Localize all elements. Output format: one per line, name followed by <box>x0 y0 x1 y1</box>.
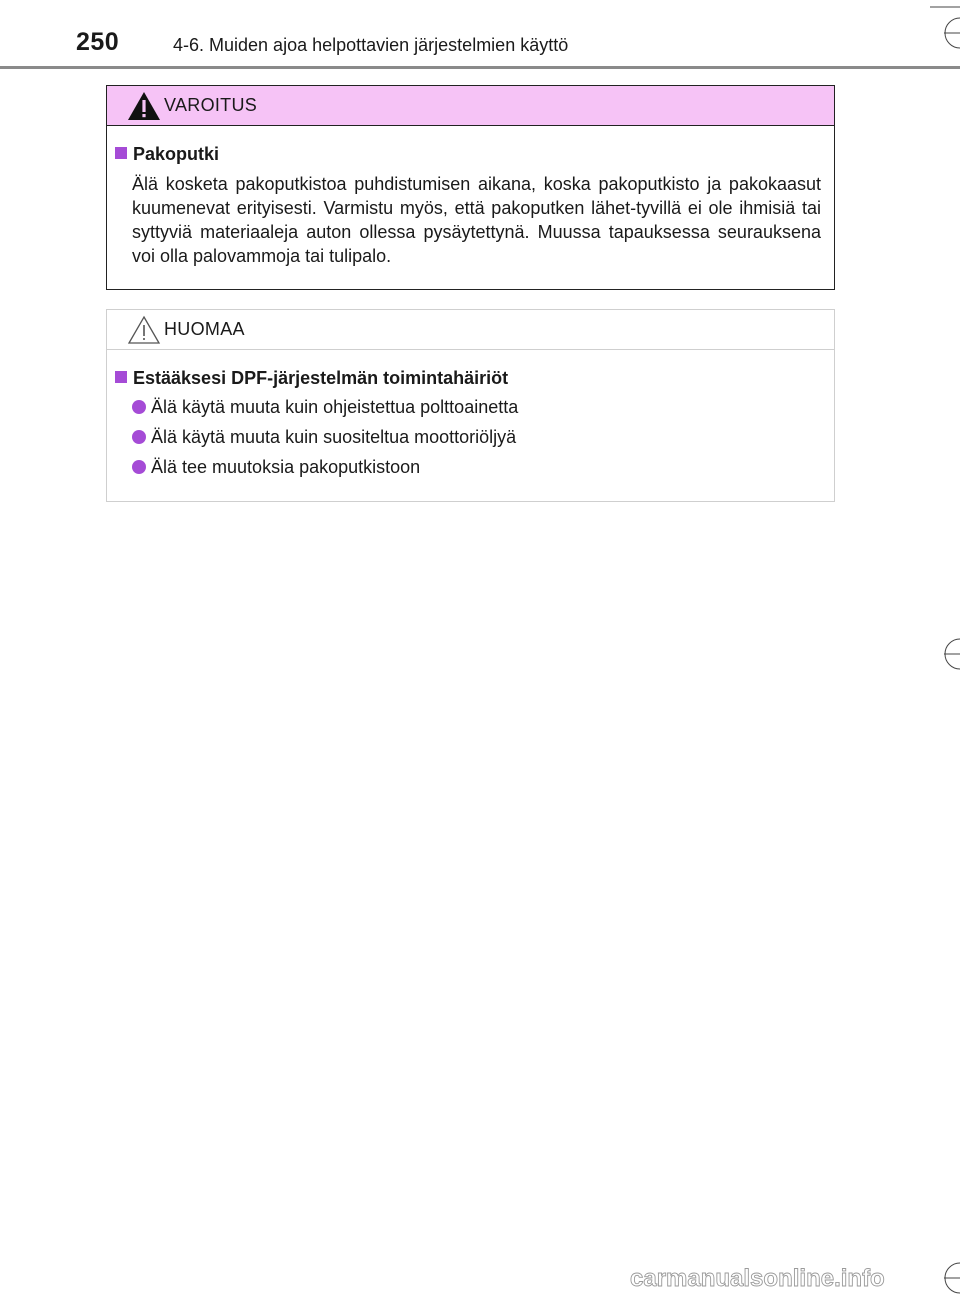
warning-box <box>106 85 835 290</box>
notice-heading <box>115 368 508 389</box>
crop-mark-top <box>930 0 960 50</box>
warning-label: VAROITUS <box>164 95 258 115</box>
page-number: 250 <box>76 28 120 56</box>
notice-heading-text: Estääksesi DPF-järjestelmän toimintahäiriöt <box>133 368 509 388</box>
crop-mark-middle <box>930 636 960 672</box>
list-item <box>132 427 516 448</box>
list-item <box>132 457 420 478</box>
list-item <box>132 397 518 418</box>
warning-heading-text: Pakoputki <box>133 144 220 164</box>
notice-header <box>107 310 834 350</box>
warning-body: Älä kosketa pakoputkistoa puhdistumisen aikana, koska pakoputkisto ja pakokaasut kuumenevat erityisesti. Varmistu myös, että pakoputken lähet-tyvillä ei ole ihmisiä tai syttyviä materiaaleja auton ollessa pysäytettynä. Muussa tapauksessa seurauksena voi olla palovammoja tai tulipalo. <box>132 174 821 266</box>
warning-triangle-icon <box>127 91 161 121</box>
notice-box <box>106 309 835 502</box>
section-title: 4-6. Muiden ajoa helpottavien järjestelmien käyttö <box>173 35 569 55</box>
page-header <box>0 0 960 72</box>
list-item-text: Älä käytä muuta kuin ohjeistettua polttoainetta <box>151 397 519 417</box>
circle-bullet-icon <box>132 400 146 414</box>
warning-heading <box>115 144 219 165</box>
square-bullet-icon <box>115 147 127 159</box>
list-item-text: Älä tee muutoksia pakoputkistoon <box>151 457 421 477</box>
watermark-text: carmanualsonline.info <box>630 1265 885 1292</box>
list-item-text: Älä käytä muuta kuin suositeltua moottoriöljyä <box>151 427 517 447</box>
notice-label: HUOMAA <box>164 319 245 339</box>
square-bullet-icon <box>115 371 127 383</box>
header-rule <box>0 66 960 69</box>
circle-bullet-icon <box>132 430 146 444</box>
watermark <box>630 1262 930 1294</box>
circle-bullet-icon <box>132 460 146 474</box>
crop-mark-bottom <box>930 1258 960 1294</box>
caution-outline-triangle-icon <box>127 315 161 345</box>
warning-header <box>107 86 834 126</box>
